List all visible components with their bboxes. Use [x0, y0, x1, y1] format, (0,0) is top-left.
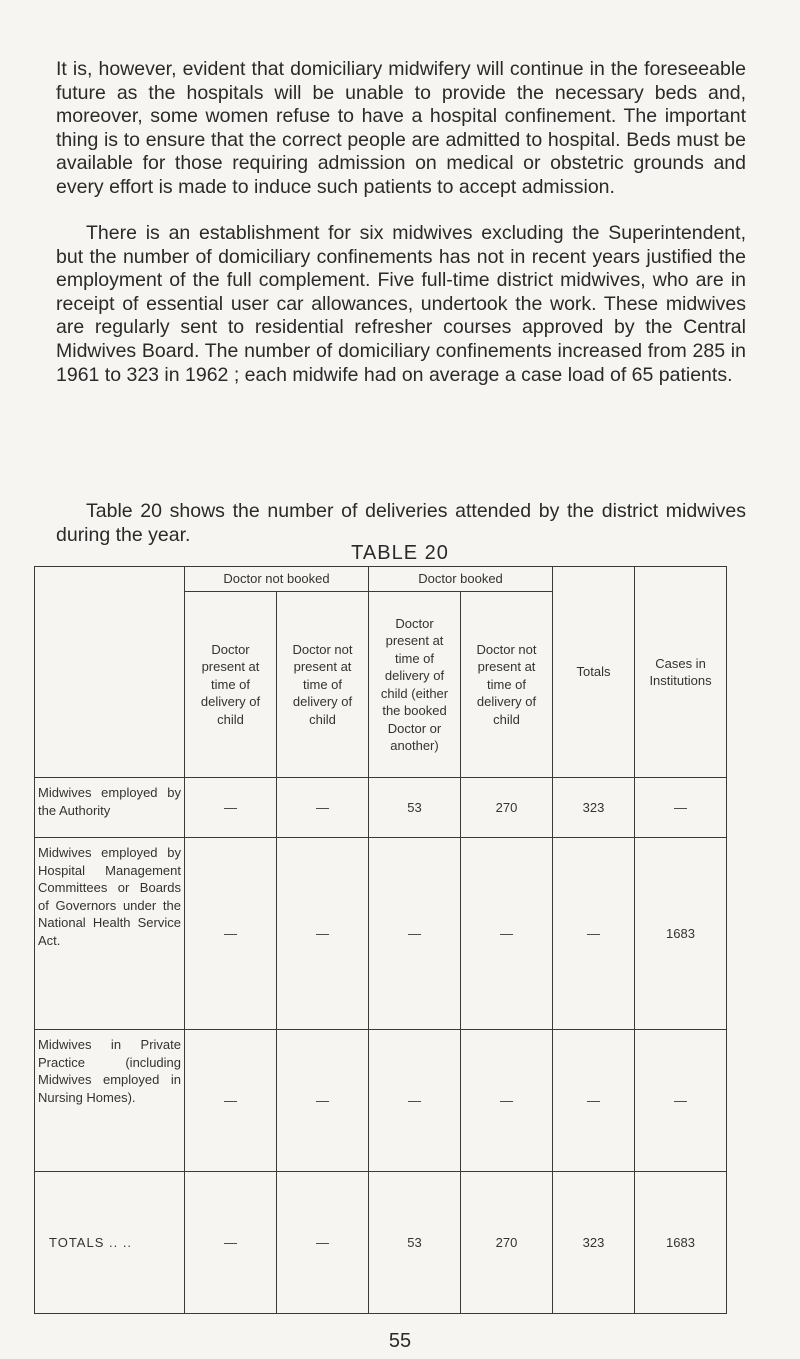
table-cell: — — [461, 838, 553, 1030]
table-cell: 53 — [369, 778, 461, 838]
paragraph-2-text: There is an establishment for six midwives excluding the Superintendent, but the number of domiciliary confinements has not in recent years justified the employment of the full complement. Five full-time district midwives, who are in receipt of essential user car allowances, undertook the work. These midwives are regularly sent to residential refresher courses approved by the Central Midwives Board. The number of domiciliary confinements increased from 285 in 1961 to 323 in 1962 ; each midwife had on average a case load of 65 patients. — [56, 222, 746, 386]
deliveries-table — [34, 566, 727, 1314]
table-cell: — — [185, 838, 277, 1030]
column-header-totals: Totals — [553, 567, 635, 778]
table-cell: — — [369, 1030, 461, 1172]
page-number: 55 — [388, 1330, 412, 1352]
table-cell: — — [277, 1030, 369, 1172]
totals-row — [35, 1172, 727, 1314]
table-cell: — — [553, 838, 635, 1030]
table-cell: — — [369, 838, 461, 1030]
totals-cell: — — [277, 1172, 369, 1314]
table-row — [35, 838, 727, 1030]
table-row — [35, 1030, 727, 1172]
paragraph-3-text: Table 20 shows the number of deliveries attended by the district midwives during the year. — [56, 500, 746, 546]
table-row — [35, 778, 727, 838]
column-header: Doctor present at time of delivery of child (either the booked Doctor or another) — [369, 592, 461, 778]
table-cell: — — [185, 778, 277, 838]
group-header-doctor-not-booked: Doctor not booked — [185, 567, 369, 592]
table-cell: — — [635, 1030, 727, 1172]
column-header: Doctor present at time of delivery of child — [185, 592, 277, 778]
table-cell: — — [185, 1030, 277, 1172]
row-label: Midwives employed by Hospital Management Committees or Boards of Governors under the National Health Service Act. — [35, 838, 185, 1030]
table-cell: 1683 — [635, 838, 727, 1030]
table-cell: 270 — [461, 778, 553, 838]
table-cell: 323 — [553, 778, 635, 838]
totals-cell: 1683 — [635, 1172, 727, 1314]
column-header-cases-in-institutions: Cases in Institutions — [635, 567, 727, 778]
table-cell: — — [277, 778, 369, 838]
group-header-doctor-booked: Doctor booked — [369, 567, 553, 592]
table-cell: — — [635, 778, 727, 838]
table-title: TABLE 20 — [351, 542, 449, 564]
paragraph-2 — [56, 222, 746, 387]
totals-label: TOTALS .. .. — [35, 1172, 185, 1314]
row-label: Midwives employed by the Authority — [35, 778, 185, 838]
column-header: Doctor not present at time of delivery of child — [461, 592, 553, 778]
row-label: Midwives in Private Practice (including Midwives employed in Nursing Homes). — [35, 1030, 185, 1172]
table-cell: — — [553, 1030, 635, 1172]
totals-cell: 53 — [369, 1172, 461, 1314]
table-cell: — — [277, 838, 369, 1030]
column-header: Doctor not present at time of delivery of child — [277, 592, 369, 778]
table-cell: — — [461, 1030, 553, 1172]
totals-cell: — — [185, 1172, 277, 1314]
header-blank-cell — [35, 567, 185, 778]
totals-cell: 323 — [553, 1172, 635, 1314]
paragraph-1: It is, however, evident that domiciliary midwifery will continue in the foreseeable future as the hospitals will be unable to provide the necessary beds and, moreover, some women refuse to have a hospital confinement. The important thing is to ensure that the correct people are admitted to hospital. Beds must be available for those requiring admission on medical or obstetric grounds and every effort is made to induce such patients to accept admission. — [56, 58, 746, 198]
paragraph-3 — [56, 500, 746, 547]
table-container — [34, 566, 726, 1313]
totals-cell: 270 — [461, 1172, 553, 1314]
